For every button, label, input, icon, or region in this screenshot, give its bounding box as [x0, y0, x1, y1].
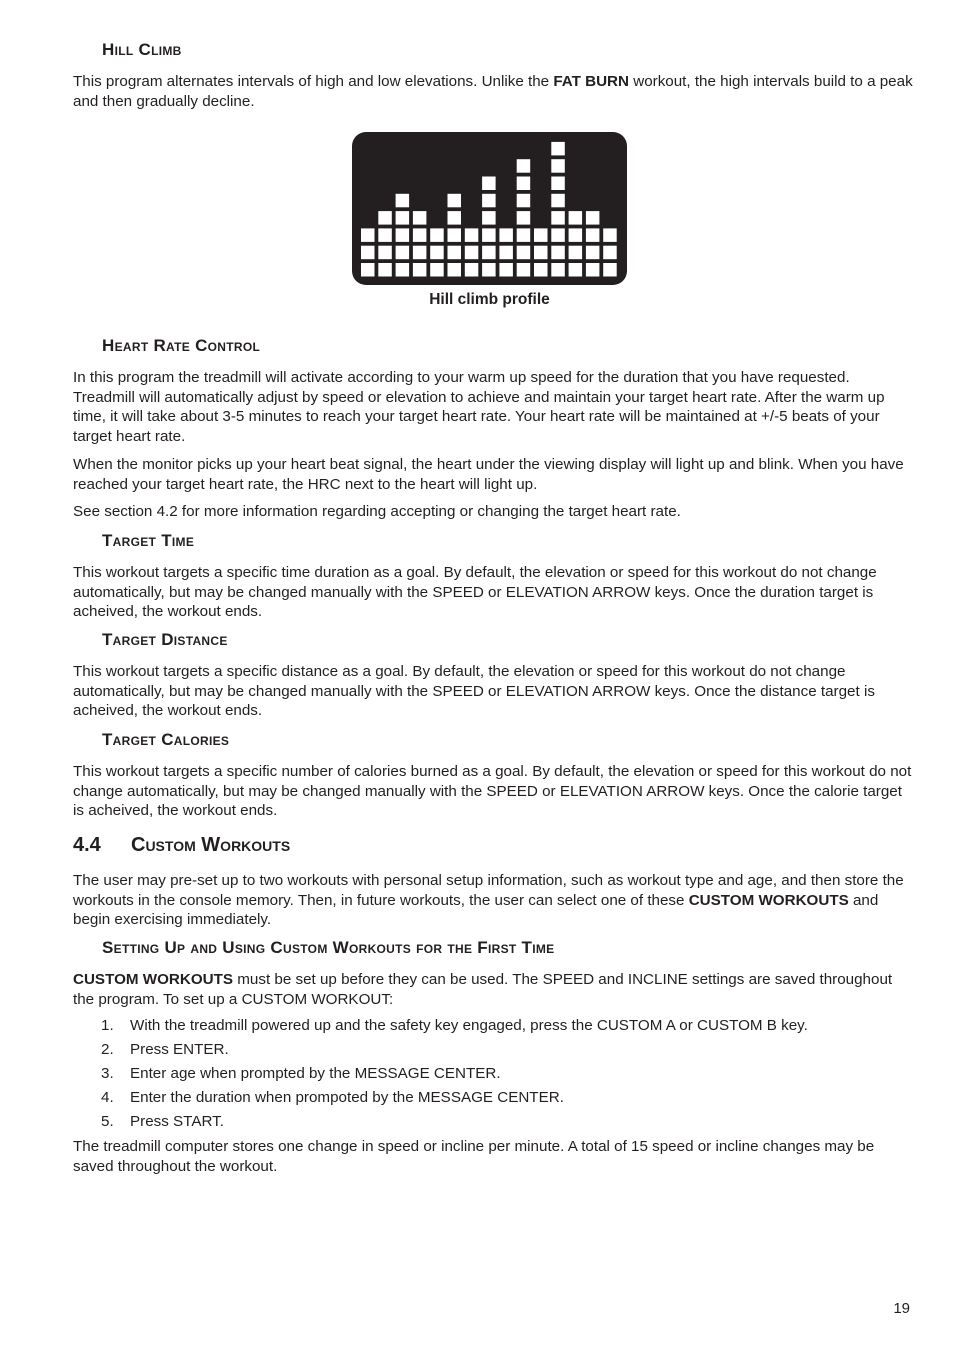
profile-cell — [534, 228, 548, 242]
profile-cell — [378, 246, 392, 260]
profile-cell — [378, 211, 392, 225]
profile-cell — [569, 263, 583, 277]
profile-cell — [586, 228, 600, 242]
target-calories-paragraph: This workout targets a specific number of calories burned as a goal. By default, the elevation or speed for this workout do not change automatically, but may be changed manually with the SPEED or ELEVATION ARROW keys. Once the calorie target is acheived, the workout ends. — [73, 763, 912, 819]
profile-cell — [499, 228, 513, 242]
profile-cell — [396, 228, 410, 242]
profile-cell — [413, 211, 427, 225]
list-item — [73, 1088, 915, 1112]
page-number: 19 — [893, 1300, 910, 1317]
step-number: 2. — [101, 1041, 114, 1058]
text-run: must be set up before they can be used. The SPEED and INCLINE settings are saved throughout the program. To set up a CUSTOM WORKOUT: — [73, 971, 893, 1008]
heading-setting-up: Setting Up and Using Custom Workouts for the First Time — [102, 938, 555, 957]
profile-cell — [396, 263, 410, 277]
profile-cell — [448, 211, 462, 225]
step-text: With the treadmill powered up and the safety key engaged, press the CUSTOM A or CUSTOM B key. — [130, 1017, 808, 1034]
profile-cell — [430, 246, 444, 260]
heading-heart-rate-control: Heart Rate Control — [102, 336, 261, 355]
profile-cell — [551, 194, 565, 208]
profile-cell — [517, 159, 531, 173]
setting-up-paragraph — [73, 970, 915, 1009]
profile-column-3 — [396, 194, 410, 277]
step-number: 3. — [101, 1065, 114, 1082]
profile-cell — [517, 263, 531, 277]
profile-cell — [482, 211, 496, 225]
profile-cell — [551, 159, 565, 173]
profile-cell — [603, 246, 617, 260]
profile-cell — [448, 263, 462, 277]
profile-cell — [603, 228, 617, 242]
custom-workouts-paragraph — [73, 871, 915, 930]
heading-custom-workouts — [73, 834, 290, 857]
profile-column-10 — [517, 159, 531, 276]
list-item — [73, 1064, 915, 1088]
target-distance-paragraph: This workout targets a specific distance as a goal. By default, the elevation or speed for this workout do not change automatically, but may be changed manually with the SPEED or ELEVATION ARROW keys. Once the distance target is acheived, the workout ends. — [73, 663, 875, 719]
profile-cell — [517, 228, 531, 242]
profile-cell — [413, 228, 427, 242]
text-run: and begin exercising immediately. — [73, 891, 879, 928]
hrc-paragraph-1: In this program the treadmill will activate according to your warm up speed for the duration that you have requested. Treadmill will automatically adjust by speed or elevation to achieve and maintain your target heart rate. After the warm up time, it will take about 3-5 minutes to reach your target heart rate. Your heart rate will be maintained at +/-5 beats of your target heart rate. — [73, 369, 885, 445]
custom-workouts-term: CUSTOM WORKOUTS — [73, 971, 234, 988]
profile-column-9 — [499, 228, 513, 276]
profile-cell — [465, 228, 479, 242]
profile-cell — [499, 246, 513, 260]
target-time-paragraph: This workout targets a specific time duration as a goal. By default, the elevation or speed for this workout do not change automatically, but may be changed manually with the SPEED or ELEVATION ARROW keys. Once the duration target is acheived, the workout ends. — [73, 564, 877, 620]
section-number: 4.4 — [73, 834, 101, 856]
section-title: Custom Workouts — [131, 834, 291, 856]
profile-cell — [534, 246, 548, 260]
step-number: 4. — [101, 1089, 114, 1106]
profile-cell — [551, 177, 565, 191]
hrc-paragraph-2: When the monitor picks up your heart beat signal, the heart under the viewing display will light up and blink. When you have reached your target heart rate, the HRC next to the heart will light up. — [73, 456, 904, 493]
heading-hill-climb: Hill Climb — [102, 40, 182, 59]
heading-target-distance: Target Distance — [102, 630, 228, 649]
profile-cell — [517, 246, 531, 260]
profile-cell — [448, 194, 462, 208]
list-item — [73, 1016, 915, 1040]
profile-cell — [482, 177, 496, 191]
step-text: Enter the duration when prompoted by the MESSAGE CENTER. — [130, 1089, 564, 1106]
profile-column-6 — [448, 194, 462, 277]
profile-cell — [430, 228, 444, 242]
profile-cell — [465, 246, 479, 260]
profile-cell — [517, 211, 531, 225]
hrc-paragraph-3: See section 4.2 for more information regarding accepting or changing the target heart rate. — [73, 503, 681, 520]
chart-caption: Hill climb profile — [429, 291, 550, 308]
list-item — [73, 1040, 915, 1064]
fat-burn-term: FAT BURN — [553, 73, 629, 90]
profile-cell — [551, 228, 565, 242]
profile-cell — [448, 246, 462, 260]
profile-cell — [378, 263, 392, 277]
profile-cell — [586, 263, 600, 277]
profile-cell — [413, 263, 427, 277]
profile-cell — [569, 211, 583, 225]
profile-column-7 — [465, 228, 479, 276]
step-text: Press START. — [130, 1113, 224, 1130]
profile-cell — [517, 194, 531, 208]
profile-cell — [482, 228, 496, 242]
profile-cell — [586, 246, 600, 260]
list-item — [73, 1112, 915, 1136]
profile-column-11 — [534, 228, 548, 276]
heading-target-calories: Target Calories — [102, 730, 230, 749]
profile-cell — [499, 263, 513, 277]
profile-cell — [517, 177, 531, 191]
step-text: Press ENTER. — [130, 1041, 229, 1058]
profile-cell — [448, 228, 462, 242]
text-run: The user may pre-set up to two workouts with personal setup information, such as workout type and age, and then store the workouts in the console memory. Then, in future workouts, the user can select one of these — [73, 872, 904, 909]
profile-cell — [482, 263, 496, 277]
profile-cell — [586, 211, 600, 225]
step-number: 1. — [101, 1017, 114, 1034]
profile-column-15 — [603, 228, 617, 276]
hill-climb-paragraph — [73, 72, 915, 111]
profile-cell — [396, 194, 410, 208]
profile-cell — [413, 246, 427, 260]
profile-cell — [396, 246, 410, 260]
hill-climb-profile-chart — [352, 132, 627, 285]
closing-paragraph: The treadmill computer stores one change in speed or incline per minute. A total of 15 speed or incline changes may be saved throughout the workout. — [73, 1138, 875, 1175]
setup-steps-list — [73, 1016, 915, 1136]
profile-cell — [361, 263, 375, 277]
custom-workouts-term: CUSTOM WORKOUTS — [688, 891, 849, 909]
step-text: Enter age when prompted by the MESSAGE CENTER. — [130, 1065, 501, 1082]
profile-cell — [430, 263, 444, 277]
profile-cell — [396, 211, 410, 225]
profile-cell — [534, 263, 548, 277]
profile-column-5 — [430, 228, 444, 276]
profile-cell — [551, 211, 565, 225]
profile-cell — [603, 263, 617, 277]
profile-cell — [482, 194, 496, 208]
profile-cell — [378, 228, 392, 242]
profile-column-1 — [361, 228, 375, 276]
profile-cell — [551, 142, 565, 156]
text-run: workout, the high intervals build to a peak and then gradually decline. — [73, 73, 913, 110]
profile-cell — [361, 228, 375, 242]
heading-target-time: Target Time — [102, 531, 195, 550]
profile-cell — [569, 228, 583, 242]
text-run: This program alternates intervals of high and low elevations. Unlike the — [73, 73, 554, 90]
profile-cell — [551, 246, 565, 260]
profile-cell — [361, 246, 375, 260]
step-number: 5. — [101, 1113, 114, 1130]
profile-cell — [465, 263, 479, 277]
profile-cell — [551, 263, 565, 277]
chart-background — [352, 132, 627, 285]
profile-cell — [569, 246, 583, 260]
profile-cell — [482, 246, 496, 260]
